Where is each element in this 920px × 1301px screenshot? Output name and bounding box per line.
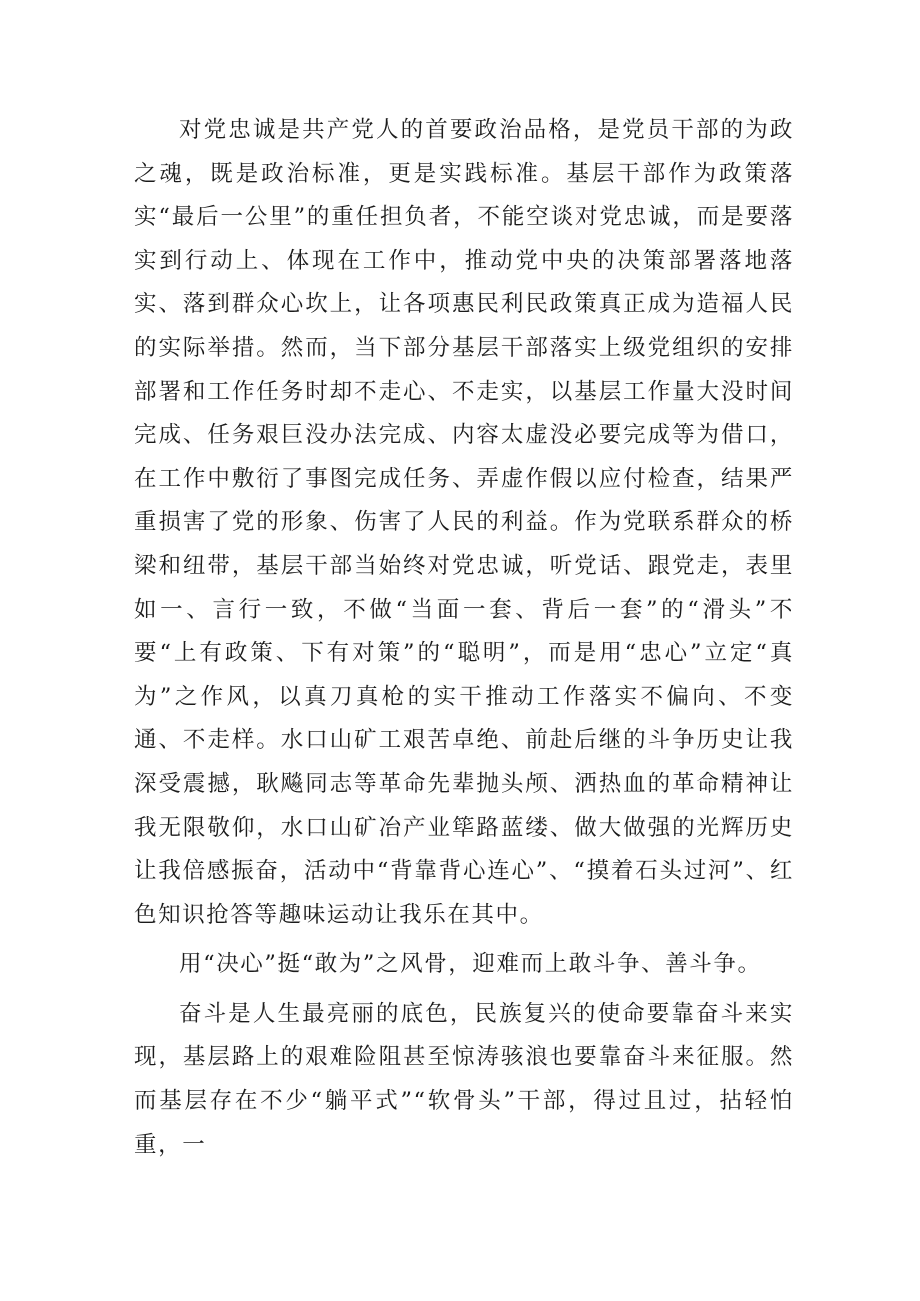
document-body <box>134 109 794 1167</box>
paragraph-struggle: 奋斗是人生最亮丽的底色，民族复兴的使命要靠奋斗来实现，基层路上的艰难险阻甚至惊涛骇浪也要靠奋斗来征服。然而基层存在不少“躺平式”“软骨头”干部，得过且过，拈轻怕重，一 <box>134 1000 794 1158</box>
paragraph-heading-determination: 用“决心”挺“敢为”之风骨，迎难而上敢斗争、善斗争。 <box>179 951 762 978</box>
paragraph-loyalty: 对党忠诚是共产党人的首要政治品格，是党员干部的为政之魂，既是政治标准，更是实践标准。基层干部作为政策落实“最后一公里”的重任担负者，不能空谈对党忠诚，而是要落实到行动上、体现在工作中，推动党中央的决策部署落地落实、落到群众心坎上，让各项惠民利民政策真正成为造福人民的实际举措。然而，当下部分基层干部落实上级党组织的安排部署和工作任务时却不走心、不走实，以基层工作量大没时间完成、任务艰巨没办法完成、内容太虚没必要完成等为借口，在工作中敷衍了事图完成任务、弄虚作假以应付检查，结果严重损害了党的形象、伤害了人民的利益。作为党联系群众的桥梁和纽带，基层干部当始终对党忠诚，听党话、跟党走，表里如一、言行一致，不做“当面一套、背后一套”的“滑头”不要“上有政策、下有对策”的“聪明”，而是用“忠心”立定“真为”之作风，以真刀真枪的实干推动工作落实不偏向、不变通、不走样。水口山矿工艰苦卓绝、前赴后继的斗争历史让我深受震撼，耿飚同志等革命先辈抛头颅、洒热血的革命精神让我无限敬仰，水口山矿冶产业筚路蓝缕、做大做强的光辉历史让我倍感振奋，活动中“背靠背心连心”、“摸着石头过河”、红色知识抢答等趣味运动让我乐在其中。 <box>134 117 794 928</box>
